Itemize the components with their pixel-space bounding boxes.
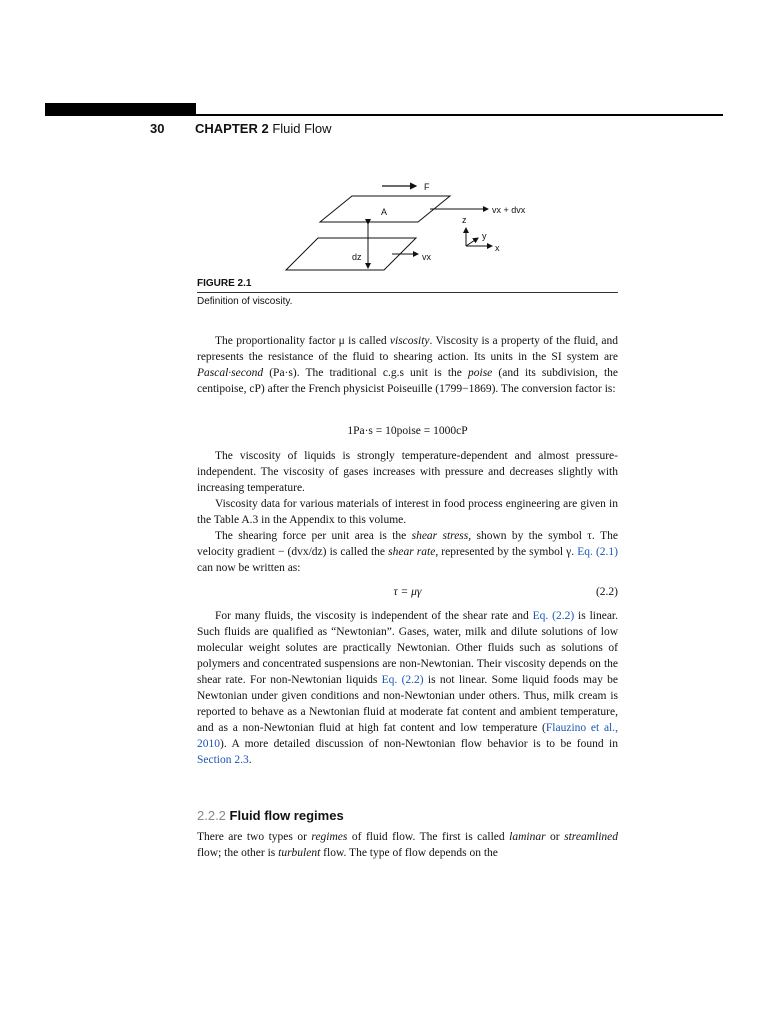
text-run: The shearing force per unit area is the — [215, 530, 412, 542]
term-shear-stress: shear stress — [411, 530, 469, 542]
text-run: or — [545, 831, 565, 843]
section-number: 2.2.2 — [197, 808, 226, 823]
chapter-title: Fluid Flow — [272, 121, 332, 136]
text-run: is called — [344, 335, 390, 347]
equation-expression: τ = μγ — [393, 586, 422, 598]
force-label: F — [424, 182, 430, 192]
term-poise: poise — [468, 367, 493, 379]
section-heading — [197, 808, 344, 823]
paragraph-viscosity-data: Viscosity data for various materials of interest in food process engineering are given in the Table A.3 in the Appendix to this volume. — [197, 498, 618, 526]
area-label: A — [381, 207, 388, 217]
paragraph-shear-stress — [197, 528, 618, 576]
term-streamlined: streamlined — [564, 831, 618, 843]
section-link[interactable]: Section 2.3 — [197, 754, 249, 766]
gap-label: dz — [352, 252, 362, 262]
figure-caption: Definition of viscosity. — [197, 296, 293, 307]
figure-caption-rule — [197, 292, 618, 293]
text-run: . — [248, 754, 252, 766]
equation-2-2 — [197, 586, 618, 598]
figure-label: FIGURE 2.1 — [197, 278, 252, 289]
term-shear-rate: shear rate — [388, 546, 436, 558]
term-pascal-second: Pascal·second — [197, 367, 264, 379]
equation-link[interactable]: Eq. (2.2) — [381, 674, 424, 686]
axis-y-label: y — [482, 231, 487, 241]
text-run: flow; the other is — [197, 847, 279, 859]
text-run: of fluid flow. The first is called — [347, 831, 510, 843]
citation-link[interactable]: Flauzino et al., 2010 — [197, 722, 618, 750]
text-run: The proportionality factor — [215, 335, 339, 347]
axis-x-label: x — [495, 243, 500, 253]
term-viscosity: viscosity — [389, 335, 430, 347]
paragraph-flow-regimes — [197, 829, 618, 861]
viscosity-diagram — [280, 180, 540, 276]
term-laminar: laminar — [509, 831, 546, 843]
equation-link[interactable]: Eq. (2.2) — [532, 610, 575, 622]
header-rule — [45, 114, 723, 116]
text-run: , shown by the symbol τ. The velocity gradient − (dvx/dz) is called the — [197, 530, 618, 558]
text-run: , represented by the symbol γ. — [435, 546, 578, 558]
section-title: Fluid flow regimes — [229, 808, 344, 823]
term-turbulent: turbulent — [278, 847, 321, 859]
text-run: (Pa·s). The traditional c.g.s unit is the — [263, 367, 468, 379]
bottom-velocity-label: vx — [422, 252, 431, 262]
paragraph-newtonian — [197, 608, 618, 768]
text-run: (and its subdivision, the centipoise, cP) after the French physicist Poiseuille (1799−1869). The conversion factor is: — [197, 367, 618, 395]
chapter-heading — [195, 121, 332, 136]
axis-z-label: z — [462, 215, 467, 225]
paragraph-block-2 — [197, 448, 618, 576]
mu-symbol: μ — [338, 335, 345, 347]
text-run: flow. The type of flow depends on the — [320, 847, 498, 859]
text-run: There are two types or — [197, 831, 312, 843]
text-run: can now be written as: — [197, 562, 301, 574]
text-run: . Viscosity is a property of the fluid, and represents the resistance of the fluid to shearing action. Its units in the SI system are — [197, 335, 619, 363]
equation-link[interactable]: Eq. (2.1) — [577, 546, 619, 558]
text-run: For many fluids, the viscosity is independent of the shear rate and — [215, 610, 533, 622]
text-run: ). A more detailed discussion of non-Newtonian flow behavior is to be found in — [220, 738, 618, 750]
chapter-label: CHAPTER 2 — [195, 121, 269, 136]
page-number: 30 — [150, 121, 165, 136]
term-regimes: regimes — [311, 831, 348, 843]
text-run: is not linear. Some liquid foods may be Newtonian under given conditions and non-Newtonian under others. Thus, milk cream is reported to behave as a Newtonian fluid at moderate fat content and ambient temperature, and as a non-Newtonian fluid at high fat content and low temperature ( — [197, 674, 618, 734]
paragraph-temperature: The viscosity of liquids is strongly temperature-dependent and almost pressure-independent. The viscosity of gases increases with pressure and decreases slightly with increasing temperature. — [197, 450, 618, 494]
equation-number: (2.2) — [595, 586, 618, 598]
conversion-equation: 1Pa·s = 10poise = 1000cP — [347, 425, 468, 437]
axis-y — [466, 238, 478, 246]
paragraph-viscosity-definition — [197, 333, 618, 397]
top-velocity-label: vx + dvx — [492, 205, 526, 215]
text-run: is linear. Such fluids are qualified as “Newtonian”. Gases, water, milk and dilute solutions of low molecular weight solutes are practically Newtonian. Other fluids such as solutions of polymers and concentrated suspensions are non-Newtonian. Their viscosity depends on the shear rate. For non-Newtonian liquids — [197, 610, 619, 686]
viscosity-figure — [280, 180, 540, 276]
